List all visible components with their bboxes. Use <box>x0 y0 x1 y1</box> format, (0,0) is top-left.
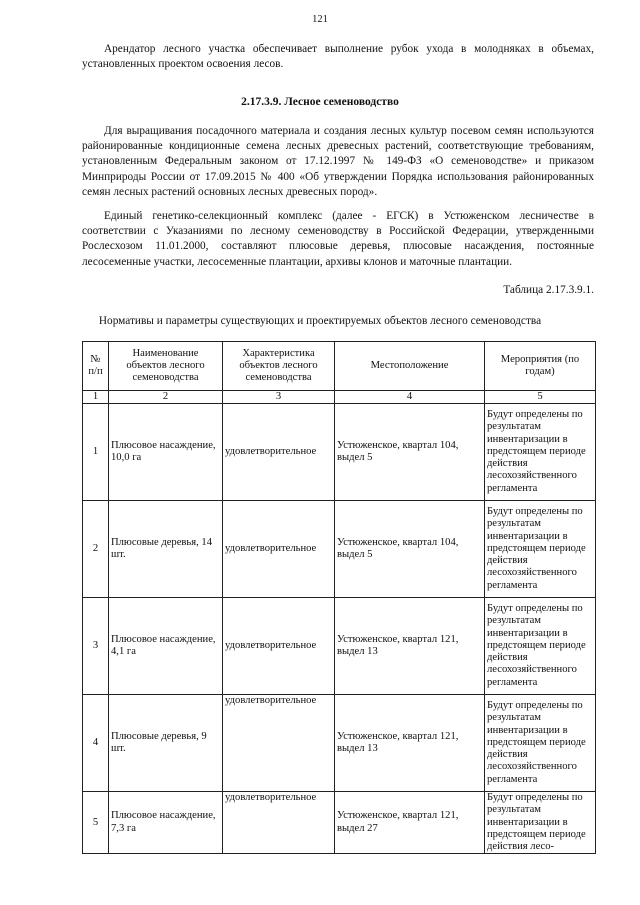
paragraph-seed-materials: Для выращивания посадочного материала и создания лесных культур посевом семян используются районированные кондиционные семена лесных древесных растений, соответствующие требованиям, установленным Федеральным законом от 17.12.1997 № 149-ФЗ «О семеноводстве» и приказом Минприроды России от 17.09.2015 № 400 «Об утверждении Порядка использования районированных семян лесных растений основных лесных древесных пород». <box>82 125 594 198</box>
header-characteristic: Характеристика объектов лесного семеноводства <box>223 342 335 391</box>
object-name: Плюсовое насаждение, 4,1 га <box>109 598 223 695</box>
object-characteristic: удовлетворительное <box>223 695 335 792</box>
table-row <box>83 501 596 598</box>
object-location: Устюженское, квартал 104, выдел 5 <box>335 404 485 501</box>
object-events: Будут определены по результатам инвентаризации в предстоящем периоде действия лесохозяйственного регламента <box>485 598 596 695</box>
object-events: Будут определены по результатам инвентаризации в предстоящем периоде действия лесохозяйственного регламента <box>485 501 596 598</box>
object-name: Плюсовое насаждение, 10,0 га <box>109 404 223 501</box>
object-location: Устюженское, квартал 121, выдел 27 <box>335 792 485 854</box>
header-events: Мероприятия (по годам) <box>485 342 596 391</box>
object-name: Плюсовые деревья, 14 шт. <box>109 501 223 598</box>
object-location: Устюженское, квартал 121, выдел 13 <box>335 598 485 695</box>
object-location: Устюженское, квартал 104, выдел 5 <box>335 501 485 598</box>
row-number: 4 <box>83 695 109 792</box>
row-number: 1 <box>83 404 109 501</box>
table-title: Нормативы и параметры существующих и проектируемых объектов лесного семеноводства <box>98 315 542 327</box>
object-events: Будут определены по результатам инвентаризации в предстоящем периоде действия лесо- <box>485 792 596 854</box>
column-number-row <box>83 391 596 404</box>
table-row <box>83 792 596 854</box>
object-characteristic: удовлетворительное <box>223 792 335 854</box>
table-header-row <box>83 342 596 391</box>
object-name: Плюсовые деревья, 9 шт. <box>109 695 223 792</box>
object-events: Будут определены по результатам инвентаризации в предстоящем периоде действия лесохозяйственного регламента <box>485 404 596 501</box>
paragraph-egsk: Единый генетико-селекционный комплекс (далее - ЕГСК) в Устюженском лесничестве в соответствии с Указаниями по лесному семеноводству в Российской Федерации, утвержденными Рослесхозом 11.01.2000, составляют плюсовые деревья, плюсовые насаждения, постоянные лесосеменные участки, лесосеменные плантации, архивы клонов и маточные плантации. <box>82 210 594 268</box>
table-number: Таблица 2.17.3.9.1. <box>503 284 594 296</box>
object-events: Будут определены по результатам инвентаризации в предстоящем периоде действия лесохозяйственного регламента <box>485 695 596 792</box>
intro-paragraph: Арендатор лесного участка обеспечивает выполнение рубок ухода в молодняках в объемах, установленных проектом освоения лесов. <box>82 43 594 71</box>
table-row <box>83 598 596 695</box>
object-characteristic: удовлетворительное <box>223 598 335 695</box>
page-number: 121 <box>312 14 328 25</box>
object-characteristic: удовлетворительное <box>223 501 335 598</box>
object-name: Плюсовое насаждение, 7,3 га <box>109 792 223 854</box>
column-number: 3 <box>223 391 335 404</box>
column-number: 1 <box>83 391 109 404</box>
header-object-name: Наименование объектов лесного семеноводства <box>109 342 223 391</box>
column-number: 4 <box>335 391 485 404</box>
header-number: № п/п <box>83 342 109 391</box>
column-number: 2 <box>109 391 223 404</box>
object-characteristic: удовлетворительное <box>223 404 335 501</box>
row-number: 2 <box>83 501 109 598</box>
header-location: Местоположение <box>335 342 485 391</box>
table-row <box>83 404 596 501</box>
column-number: 5 <box>485 391 596 404</box>
row-number: 3 <box>83 598 109 695</box>
row-number: 5 <box>83 792 109 854</box>
table-row <box>83 695 596 792</box>
section-heading: 2.17.3.9. Лесное семеноводство <box>241 96 399 108</box>
seed-objects-table <box>82 341 596 854</box>
object-location: Устюженское, квартал 121, выдел 13 <box>335 695 485 792</box>
